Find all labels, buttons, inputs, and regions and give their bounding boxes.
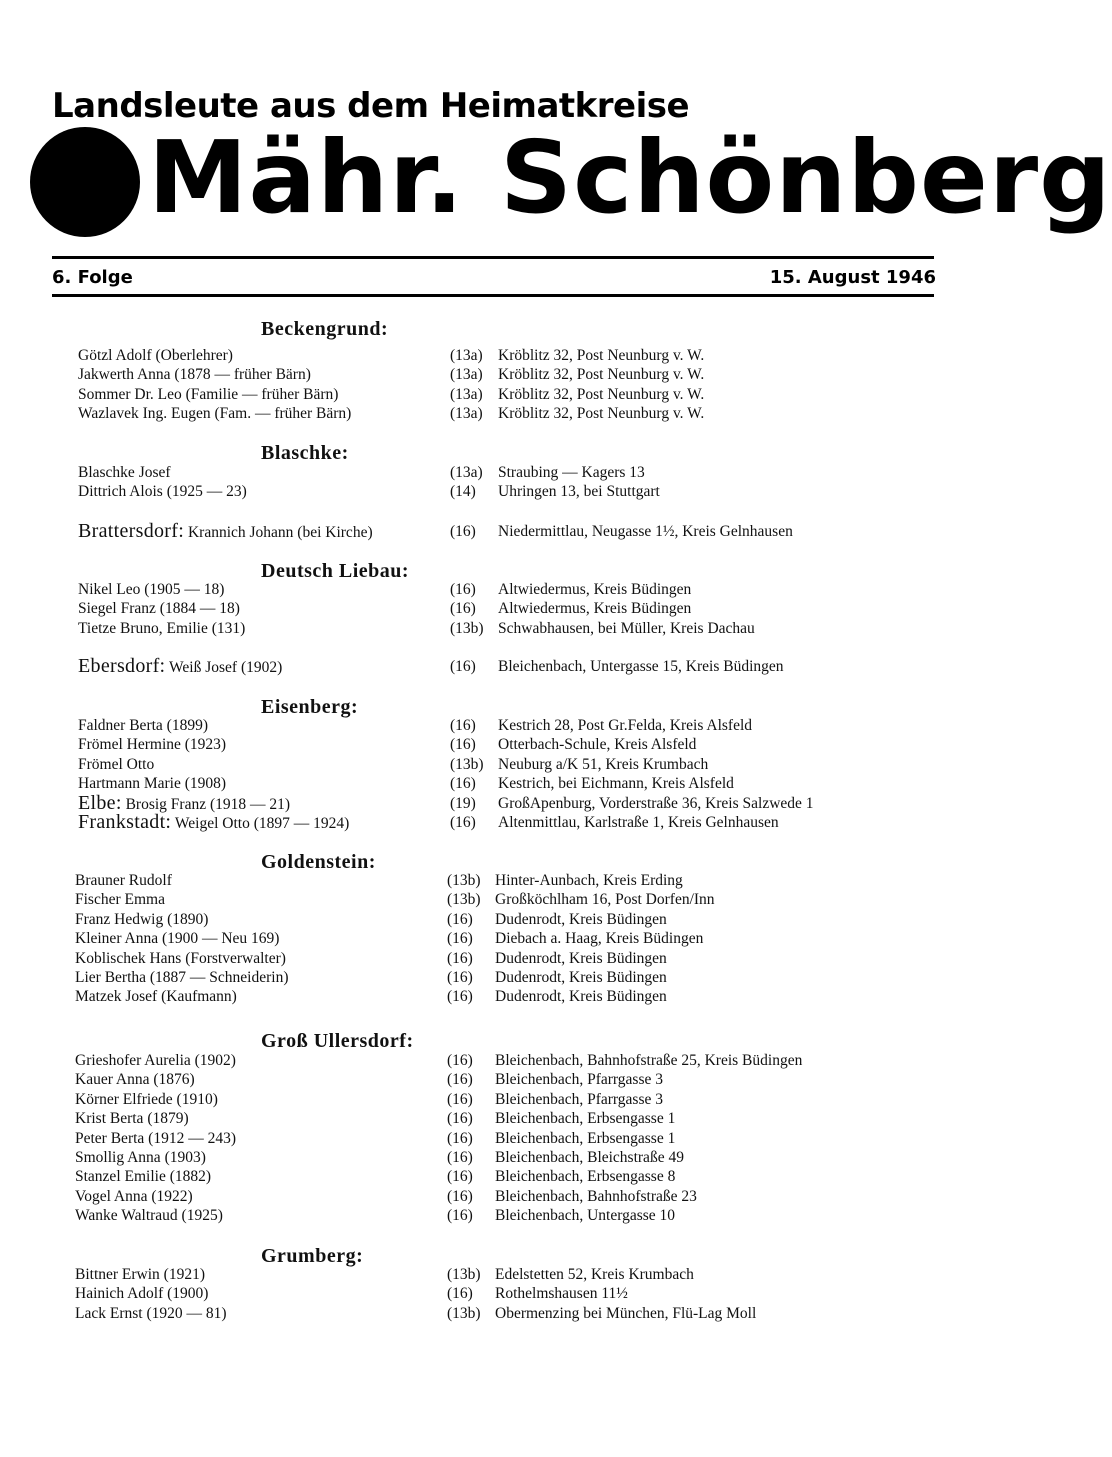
postal-zone-code: (13b) [447,872,481,889]
resident-name-text: Franz Hedwig (1890) [75,910,209,928]
masthead-rule-top [52,256,934,259]
postal-zone-code: (13b) [447,1266,481,1283]
address: Dudenrodt, Kreis Büdingen [495,910,667,928]
resident-name [75,1187,193,1206]
resident-name-text: Weigel Otto (1897 — 1924) [174,815,350,832]
resident-name-text: Wazlavek Ing. Eugen (Fam. — früher Bärn) [78,405,352,423]
list-item [75,929,935,948]
list-item [78,404,938,423]
resident-name-text: Lack Ernst (1920 — 81) [75,1304,227,1322]
list-item [75,871,935,890]
section-heading: Deutsch Liebau: [261,560,410,582]
list-item [75,1090,935,1109]
section-heading: Eisenberg: [261,696,359,718]
resident-name [78,657,282,677]
section-heading: Beckengrund: [261,318,389,340]
postal-zone-code: (16) [447,1090,473,1108]
list-item [78,482,938,501]
postal-zone-code: (16) [447,1129,473,1147]
postal-zone-code: (16) [447,1168,473,1186]
list-item [78,735,938,754]
resident-name-text: Frömel Hermine (1923) [78,736,227,754]
address: Diebach a. Haag, Kreis Büdingen [495,930,704,948]
address: Bleichenbach, Bleichstraße 49 [495,1149,684,1166]
resident-name-text: Siegel Franz (1884 — 18) [78,600,240,618]
resident-name-text: Krannich Johann (bei Kirche) [187,524,373,541]
resident-name-text: Peter Berta (1912 — 243) [75,1129,236,1147]
postal-zone-code: (19) [450,794,476,812]
postal-zone-code: (16) [450,736,476,754]
postal-zone-code: (16) [450,775,476,793]
resident-name-text: Matzek Josef (Kaufmann) [75,988,237,1006]
resident-name-text: Dittrich Alois (1925 — 23) [78,483,247,501]
resident-name-text: Kauer Anna (1876) [75,1071,195,1089]
resident-name [75,1304,227,1323]
postal-zone-code: (16) [450,814,476,831]
address: Hinter-Aunbach, Kreis Erding [495,872,683,889]
list-item [75,910,935,929]
resident-name-text: Tietze Bruno, Emilie (131) [78,619,246,637]
address: Obermenzing bei München, Flü-Lag Moll [495,1304,757,1322]
list-item [75,949,935,968]
address: Kestrich, bei Eichmann, Kreis Alsfeld [498,775,734,793]
list-item [78,580,938,599]
resident-name [75,1090,218,1109]
list-item [75,1304,935,1323]
list-item [78,755,938,774]
postal-zone-code: (16) [447,1149,473,1166]
list-item [75,1148,935,1167]
place-name: Elbe: [78,791,122,814]
place-name: Brattersdorf: [78,520,185,542]
postal-zone-code: (16) [450,658,476,675]
address: Bleichenbach, Pfarrgasse 3 [495,1071,664,1089]
list-item [75,1070,935,1089]
address: Niedermittlau, Neugasse 1½, Kreis Gelnhausen [498,523,793,540]
resident-name-text: Faldner Berta (1899) [78,717,208,734]
resident-name-text: Grieshofer Aurelia (1902) [75,1052,236,1069]
list-item [78,365,938,384]
resident-name-text: Hainich Adolf (1900) [75,1285,209,1303]
resident-name [75,1148,206,1167]
resident-name-text: Brauner Rudolf [75,872,172,889]
list-item [75,1129,935,1148]
postal-zone-code: (16) [447,1187,473,1205]
resident-name-text: Fischer Emma [75,891,165,909]
address: Altwiedermus, Kreis Büdingen [498,600,692,618]
list-item [78,522,938,544]
resident-name [75,1129,236,1148]
section-heading: Blaschke: [261,442,349,464]
resident-name-text: Smollig Anna (1903) [75,1149,206,1166]
resident-name [78,774,226,793]
list-item [75,1284,935,1303]
postal-zone-code: (16) [450,581,476,598]
address: Kröblitz 32, Post Neunburg v. W. [498,385,705,403]
resident-name [75,1070,195,1089]
resident-name-text: Bittner Erwin (1921) [75,1266,206,1283]
resident-name [78,482,247,501]
section-heading: Grumberg: [261,1245,364,1267]
resident-name [78,735,226,754]
resident-name [75,949,286,968]
postal-zone-code: (16) [450,717,476,734]
list-item [75,1187,935,1206]
postal-zone-code: (16) [447,1207,473,1225]
section-heading: Goldenstein: [261,851,376,873]
address: Bleichenbach, Untergasse 10 [495,1207,676,1225]
address: Straubing — Kagers 13 [498,464,645,481]
resident-name-text: Wanke Waltraud (1925) [75,1207,223,1225]
postal-zone-code: (13a) [450,405,483,423]
resident-name [75,1109,189,1128]
postal-zone-code: (13a) [450,385,483,403]
resident-name-text: Götzl Adolf (Oberlehrer) [78,347,233,364]
postal-zone-code: (16) [447,969,473,986]
resident-name-text: Hartmann Marie (1908) [78,775,227,793]
address: Kröblitz 32, Post Neunburg v. W. [498,347,705,364]
list-item [78,716,938,735]
resident-name-text: Krist Berta (1879) [75,1110,189,1128]
list-item [75,1167,935,1186]
resident-name [75,968,289,987]
address: Uhringen 13, bei Stuttgart [498,483,660,501]
resident-name [78,365,311,384]
resident-name-text: Vogel Anna (1922) [75,1187,193,1205]
resident-name-text: Blaschke Josef [78,464,171,481]
postal-zone-code: (13b) [447,1304,481,1322]
list-item [75,1051,935,1070]
issue-date: 15. August 1946 [769,267,936,288]
address: Schwabhausen, bei Müller, Kreis Dachau [498,619,755,637]
masthead-subtitle: Landsleute aus dem Heimatkreise [52,86,690,126]
resident-name [78,599,240,618]
postal-zone-code: (13b) [447,891,481,909]
resident-name [75,871,172,890]
resident-name [75,1265,205,1284]
resident-name-text: Jakwerth Anna (1878 — früher Bärn) [78,366,311,384]
address: Großköchlham 16, Post Dorfen/Inn [495,891,715,909]
postal-zone-code: (16) [450,523,476,540]
resident-name [78,619,245,638]
address: Dudenrodt, Kreis Büdingen [495,988,667,1006]
list-item [78,463,938,482]
postal-zone-code: (16) [447,1071,473,1089]
postal-zone-code: (13a) [450,366,483,384]
address: Dudenrodt, Kreis Büdingen [495,949,667,967]
postal-zone-code: (14) [450,483,476,501]
resident-name-text: Körner Elfriede (1910) [75,1090,218,1108]
list-item [75,1265,935,1284]
resident-name [75,1284,208,1303]
postal-zone-code: (16) [447,949,473,967]
address: Kröblitz 32, Post Neunburg v. W. [498,405,705,423]
postal-zone-code: (13b) [450,619,484,637]
masthead-rule-bottom [52,294,934,297]
resident-name [75,987,237,1006]
resident-name [78,813,349,833]
resident-name-text: Weiß Josef (1902) [169,659,283,676]
resident-name [75,910,208,929]
resident-name [75,890,165,909]
list-item [75,968,935,987]
resident-name [75,1206,223,1225]
list-item [78,385,938,404]
address: Altenmittlau, Karlstraße 1, Kreis Gelnhausen [498,814,779,831]
resident-name-text: Sommer Dr. Leo (Familie — früher Bärn) [78,385,339,403]
postal-zone-code: (16) [447,910,473,928]
list-item [78,346,938,365]
address: Bleichenbach, Pfarrgasse 3 [495,1090,664,1108]
resident-name [78,346,233,365]
resident-name-text: Lier Bertha (1887 — Schneiderin) [75,969,289,986]
resident-name-text: Nikel Leo (1905 — 18) [78,581,225,598]
resident-name-text: Koblischek Hans (Forstverwalter) [75,949,286,967]
resident-name [75,1167,211,1186]
resident-name-text: Brosig Franz (1918 — 21) [125,795,291,813]
place-name: Ebersdorf: [78,655,166,677]
address: Altwiedermus, Kreis Büdingen [498,581,692,598]
list-item [78,657,938,679]
address: Bleichenbach, Erbsengasse 8 [495,1168,676,1186]
list-item [75,987,935,1006]
masthead-dot-ornament [30,127,140,237]
address: Bleichenbach, Bahnhofstraße 25, Kreis Büdingen [495,1052,803,1069]
resident-name-text: Kleiner Anna (1900 — Neu 169) [75,930,280,948]
address: Edelstetten 52, Kreis Krumbach [495,1266,694,1283]
postal-zone-code: (13a) [450,464,483,481]
address: Dudenrodt, Kreis Büdingen [495,969,667,986]
list-item [78,813,938,835]
address: Kestrich 28, Post Gr.Felda, Kreis Alsfeld [498,717,753,734]
resident-name [75,1051,236,1070]
address: Otterbach-Schule, Kreis Alsfeld [498,736,697,754]
postal-zone-code: (13a) [450,347,483,364]
place-name: Frankstadt: [78,811,172,833]
address: Bleichenbach, Bahnhofstraße 23 [495,1187,697,1205]
resident-name [75,929,279,948]
resident-name [78,755,154,774]
list-item [75,1206,935,1225]
list-item [78,619,938,638]
resident-name-text: Stanzel Emilie (1882) [75,1168,212,1186]
address: Rothelmshausen 11½ [495,1285,628,1303]
section-heading: Groß Ullersdorf: [261,1030,414,1052]
postal-zone-code: (13b) [450,755,484,773]
list-item [78,599,938,618]
address: Bleichenbach, Untergasse 15, Kreis Büdingen [498,658,784,675]
postal-zone-code: (16) [447,1052,473,1069]
address: Neuburg a/K 51, Kreis Krumbach [498,755,709,773]
resident-name-text: Frömel Otto [78,755,155,773]
address: GroßApenburg, Vorderstraße 36, Kreis Salzwede 1 [498,794,814,812]
postal-zone-code: (16) [447,1110,473,1128]
resident-name [78,522,373,542]
postal-zone-code: (16) [450,600,476,618]
postal-zone-code: (16) [447,930,473,948]
address: Kröblitz 32, Post Neunburg v. W. [498,366,705,384]
address: Bleichenbach, Erbsengasse 1 [495,1110,676,1128]
postal-zone-code: (16) [447,1285,473,1303]
issue-number: 6. Folge [52,267,133,288]
resident-name [78,463,171,482]
resident-name [78,385,338,404]
list-item [78,774,938,793]
resident-name [78,716,208,735]
list-item [75,890,935,909]
address: Bleichenbach, Erbsengasse 1 [495,1129,676,1147]
resident-name [78,404,351,423]
list-item [75,1109,935,1128]
resident-name [78,580,224,599]
masthead-title: Mähr. Schönberg [148,119,1112,236]
postal-zone-code: (16) [447,988,473,1006]
